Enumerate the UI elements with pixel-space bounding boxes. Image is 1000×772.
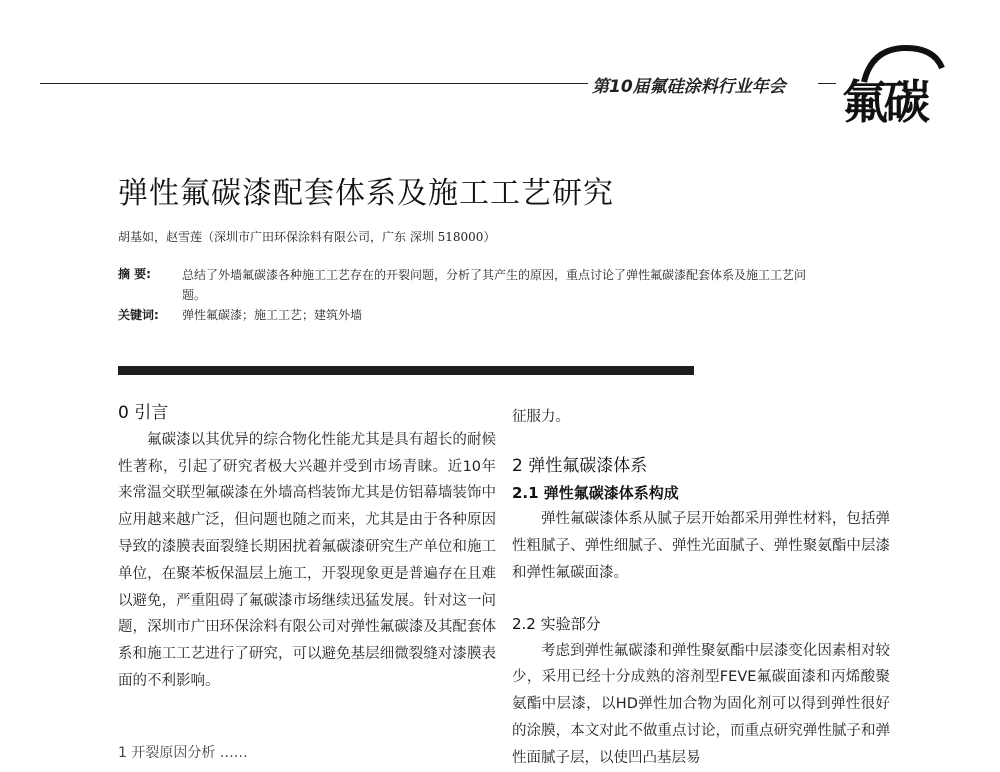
section-2-2-heading: 2.2 实验部分	[512, 614, 601, 633]
intro-paragraph: 氟碳漆以其优异的综合物化性能尤其是具有超长的耐候性著称，引起了研究者极大兴趣并受到市场青睐。近10年来常温交联型氟碳漆在外墙高档装饰尤其是仿铝幕墙装饰中应用越来越广泛，但问题也随之而来，尤其是由于各种原因导致的漆膜表面裂缝长期困扰着氟碳漆研究生产单位和施工单位，在聚苯板保温层上施工，开裂现象更是普遍存在且难以避免，严重阻碍了氟碳漆市场继续迅猛发展。针对这一问题，深圳市广田环保涂料有限公司对弹性氟碳漆及其配套体系和施工工艺进行了研究，可以避免基层细微裂缝对漆膜表面的不利影响。	[118, 431, 496, 689]
abstract-label: 摘 要:	[118, 267, 151, 281]
conference-title: 第10届氟硅涂料行业年会	[592, 77, 786, 97]
section-divider-banner	[118, 366, 694, 375]
keywords-label: 关键词:	[118, 308, 159, 322]
section-2-heading: 2 弹性氟碳漆体系	[512, 455, 648, 476]
left-column	[118, 400, 496, 695]
abstract-text: 总结了外墙氟碳漆各种施工工艺存在的开裂问题，分析了其产生的原因，重点讨论了弹性氟碳漆配套体系及施工工艺问题。	[182, 268, 807, 302]
conference-logo	[842, 44, 960, 129]
header-rule-left	[40, 83, 588, 84]
section-2-2-paragraph: 考虑到弹性氟碳漆和弹性聚氨酯中层漆变化因素相对较少，采用已经十分成熟的溶剂型FEVE氟碳面漆和丙烯酸聚氨酯中层漆，以HD弹性加合物为固化剂可以得到弹性很好的涂膜，本文对此不做重点讨论，而重点研究弹性腻子和弹性面腻子层，以使凹凸基层易	[512, 642, 890, 766]
keywords-text: 弹性氟碳漆；施工工艺；建筑外墙	[182, 308, 363, 322]
section-2-1-paragraph: 弹性氟碳漆体系从腻子层开始都采用弹性材料，包括弹性粗腻子、弹性细腻子、弹性光面腻子、弹性聚氨酯中层漆和弹性氟碳面漆。	[512, 511, 890, 581]
section-2-1-heading: 2.1 弹性氟碳漆体系构成	[512, 483, 679, 502]
article-title: 弹性氟碳漆配套体系及施工工艺研究	[118, 176, 614, 211]
intro-heading: 0 引言	[118, 403, 169, 423]
right-column	[512, 404, 890, 772]
continued-text: 征服力。	[512, 409, 570, 425]
article-authors: 胡基如，赵雪莲（深圳市广田环保涂料有限公司，广东 深圳 518000）	[118, 230, 496, 244]
logo-text: 氟碳	[842, 75, 926, 129]
next-section-heading-partial: 1 开裂原因分析 ……	[118, 745, 248, 761]
header-rule-right	[818, 83, 836, 84]
